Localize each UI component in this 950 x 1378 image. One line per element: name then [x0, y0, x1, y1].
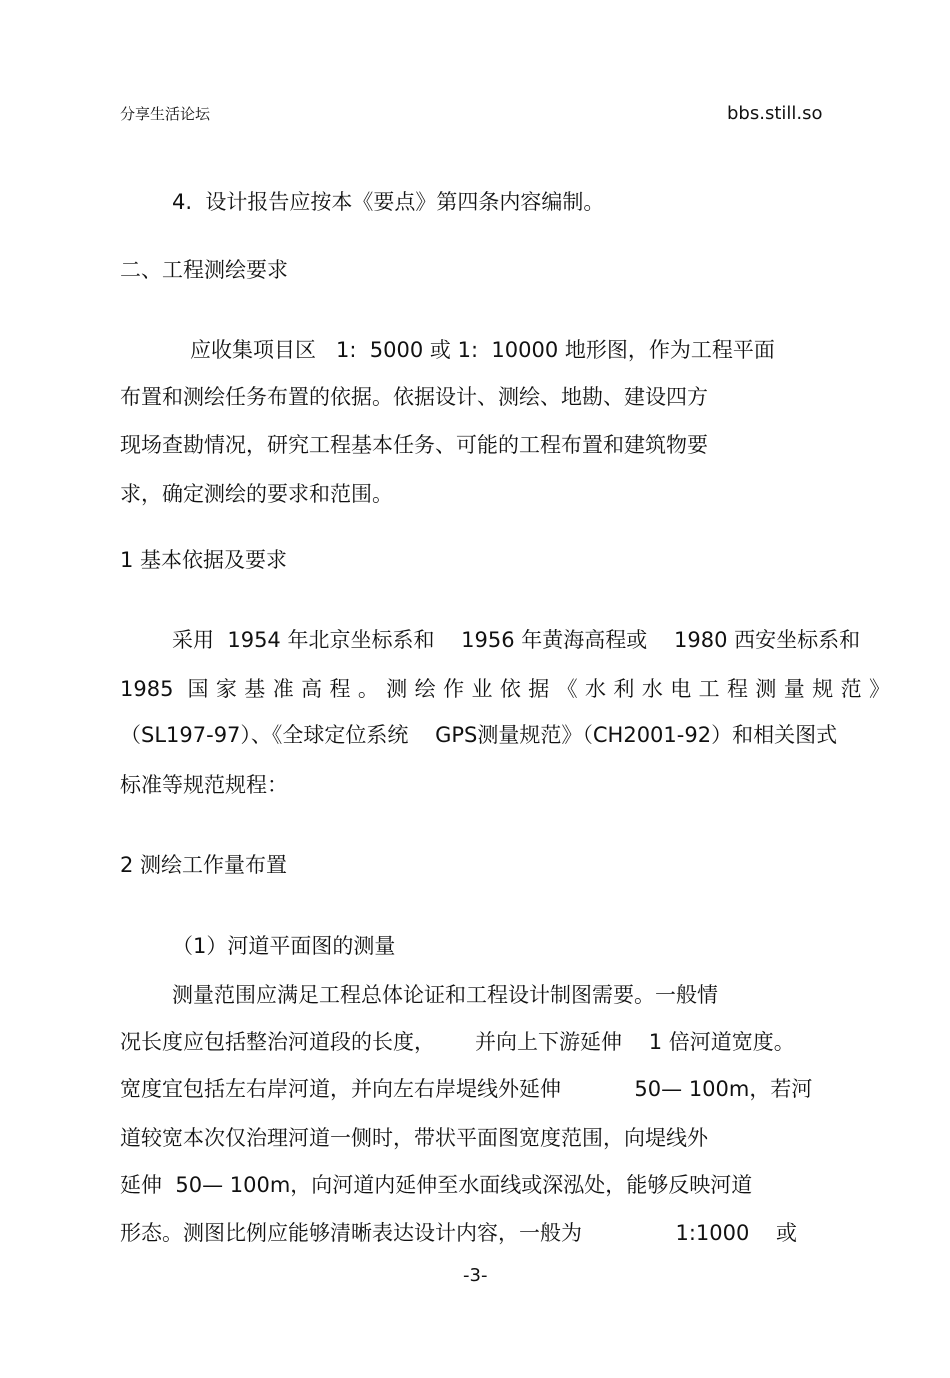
header-left-site-name: 分享生活论坛 — [120, 105, 211, 123]
paragraph-line: 应收集项目区 1: 5000 或 1: 10000 地形图，作为工程平面 — [190, 338, 775, 362]
paragraph-line: 1985 国家基准高程。测绘作业依据《水利水电工程测量规范》 — [120, 677, 890, 701]
subheading-basic-basis: 1 基本依据及要求 — [120, 548, 288, 572]
subheading-workload-layout: 2 测绘工作量布置 — [120, 853, 288, 877]
item-1-river-plan-survey: （1）河道平面图的测量 — [172, 934, 396, 958]
header-right-url: bbs.still.so — [727, 103, 823, 124]
paragraph-line: 求，确定测绘的要求和范围。 — [120, 482, 393, 506]
item-4-design-report: 4. 设计报告应按本《要点》第四条内容编制。 — [172, 190, 605, 214]
page-number: -3- — [463, 1265, 488, 1286]
paragraph-line: 宽度宜包括左右岸河道，并向左右岸堤线外延伸 50— 100m，若河 — [120, 1077, 813, 1101]
paragraph-line: 况长度应包括整治河道段的长度， 并向上下游延伸 1 倍河道宽度。 — [120, 1030, 795, 1054]
paragraph-line: 形态。测图比例应能够清晰表达设计内容，一般为 1:1000 或 — [120, 1221, 798, 1245]
paragraph-line: 布置和测绘任务布置的依据。依据设计、测绘、地勘、建设四方 — [120, 385, 708, 409]
section-heading-survey-requirements: 二、工程测绘要求 — [120, 258, 288, 282]
paragraph-line: （SL197-97）、《全球定位系统 GPS测量规范》（CH2001-92）和相关图式 — [120, 723, 838, 747]
paragraph-line: 标准等规范规程： — [120, 773, 288, 797]
paragraph-line: 延伸 50— 100m，向河道内延伸至水面线或深泓处，能够反映河道 — [120, 1173, 753, 1197]
paragraph-line: 现场查勘情况，研究工程基本任务、可能的工程布置和建筑物要 — [120, 433, 708, 457]
paragraph-line: 测量范围应满足工程总体论证和工程设计制图需要。一般情 — [172, 983, 718, 1007]
paragraph-line: 道较宽本次仅治理河道一侧时，带状平面图宽度范围，向堤线外 — [120, 1126, 708, 1150]
paragraph-line: 采用 1954 年北京坐标系和 1956 年黄海高程或 1980 西安坐标系和 — [172, 628, 861, 652]
